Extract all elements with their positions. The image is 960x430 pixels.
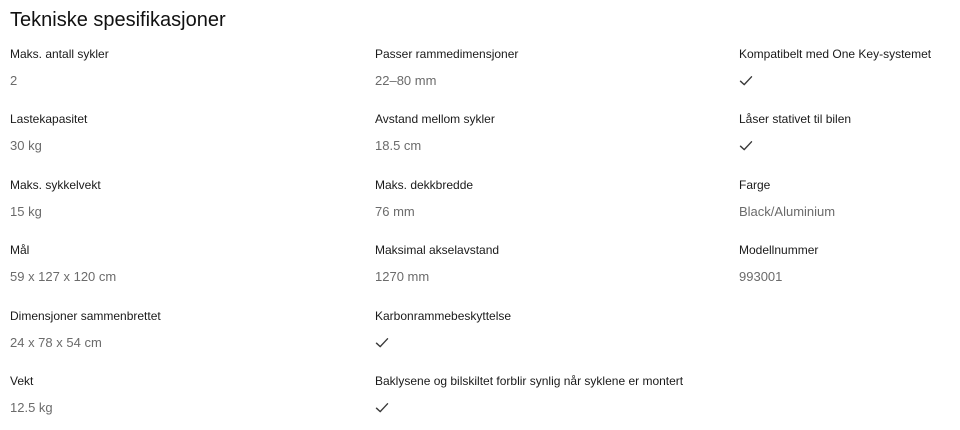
section-title: Tekniske spesifikasjoner: [10, 9, 226, 31]
spec-value: 993001: [739, 269, 783, 284]
spec-label: Vekt: [10, 374, 34, 388]
spec-value: Black/Aluminium: [739, 204, 836, 219]
spec-label: Låser stativet til bilen: [739, 112, 852, 126]
spec-label: Modellnummer: [739, 243, 819, 257]
spec-value: 22–80 mm: [375, 73, 437, 88]
spec-label: Maksimal akselavstand: [375, 243, 500, 257]
spec-label: Kompatibelt med One Key-systemet: [739, 47, 932, 61]
spec-value: 24 x 78 x 54 cm: [10, 335, 102, 350]
check-icon: [375, 337, 389, 349]
spec-value: 12.5 kg: [10, 400, 53, 415]
spec-label: Baklysene og bilskiltet forblir synlig når syklene er montert: [375, 374, 684, 388]
spec-value: 59 x 127 x 120 cm: [10, 269, 117, 284]
check-icon: [375, 402, 389, 414]
spec-label: Maks. sykkelvekt: [10, 178, 101, 192]
spec-value: 30 kg: [10, 138, 42, 153]
spec-label: Mål: [10, 243, 30, 257]
check-icon: [739, 140, 753, 152]
spec-label: Karbonrammebeskyttelse: [375, 309, 512, 323]
spec-value: 18.5 cm: [375, 138, 422, 153]
check-icon: [739, 75, 753, 87]
spec-label: Lastekapasitet: [10, 112, 88, 126]
spec-label: Avstand mellom sykler: [375, 112, 495, 126]
spec-label: Maks. dekkbredde: [375, 178, 474, 192]
spec-value: 1270 mm: [375, 269, 430, 284]
spec-value: 2: [10, 73, 18, 88]
spec-value: 76 mm: [375, 204, 415, 219]
spec-label: Dimensjoner sammenbrettet: [10, 309, 161, 323]
spec-label: Passer rammedimensjoner: [375, 47, 519, 61]
spec-value: 15 kg: [10, 204, 42, 219]
spec-label: Farge: [739, 178, 771, 192]
spec-label: Maks. antall sykler: [10, 47, 109, 61]
